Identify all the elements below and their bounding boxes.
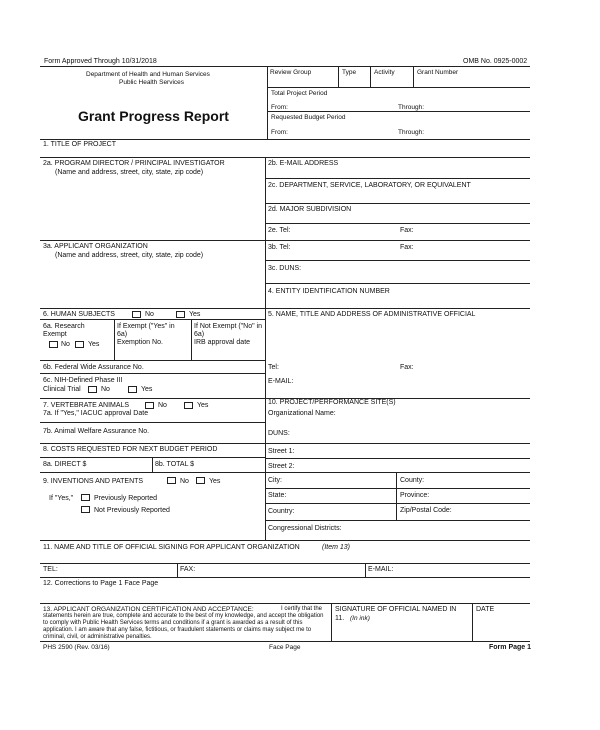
divider <box>177 563 178 577</box>
divider <box>40 308 530 309</box>
divider <box>472 603 473 641</box>
divider <box>40 240 530 241</box>
from-label: From: <box>271 129 288 136</box>
if-not-exempt-label: 6a) <box>194 331 205 338</box>
costs-requested-label: 8. COSTS REQUESTED FOR NEXT BUDGET PERIOD <box>43 446 218 453</box>
date-label: DATE <box>476 606 495 613</box>
divider <box>40 373 265 374</box>
divider <box>265 223 530 224</box>
yes-label: Yes <box>197 402 209 409</box>
animal-welfare-label: 7b. Animal Welfare Assurance No. <box>43 428 150 435</box>
inventions-yes-checkbox[interactable] <box>196 477 205 484</box>
human-subjects-label: 6. HUMAN SUBJECTS <box>43 311 115 318</box>
vertebrate-yes-checkbox[interactable] <box>184 402 193 409</box>
department: Department of Health and Human Services <box>86 71 210 78</box>
divider <box>265 520 530 521</box>
in-ink-note: (In ink) <box>350 615 370 622</box>
performance-site-label: 10. PROJECT/PERFORMANCE SITE(S) <box>268 399 396 406</box>
divider <box>40 603 530 604</box>
total-project-period-label: Total Project Period <box>271 90 328 97</box>
divider <box>265 458 530 459</box>
iacuc-approval-label: 7a. If "Yes," IACUC approval Date <box>43 410 149 417</box>
no-label: No <box>145 311 154 318</box>
department-label: 2c. DEPARTMENT, SERVICE, LABORATORY, OR EQUIVALENT <box>268 182 471 189</box>
divider <box>40 443 530 444</box>
signature-item-ref: 11. <box>335 615 345 622</box>
omb-number: OMB No. 0925-0002 <box>463 58 528 65</box>
not-previously-reported-label: Not Previously Reported <box>94 507 170 514</box>
duns-label: DUNS: <box>268 430 290 437</box>
tel-label: Tel: <box>268 364 279 371</box>
duns-label: 3c. DUNS: <box>268 265 302 272</box>
fax-label: Fax: <box>400 244 414 251</box>
street2-label: Street 2: <box>268 463 295 470</box>
tel-label: 3b. Tel: <box>268 244 291 251</box>
no-label: No <box>61 341 70 348</box>
divider <box>152 457 153 472</box>
divider <box>265 503 530 504</box>
fax-label: FAX: <box>180 566 196 573</box>
divider <box>40 139 530 140</box>
clinical-trial-label: Clinical Trial <box>43 386 81 393</box>
city-label: City: <box>268 477 282 484</box>
if-exempt-label: If Exempt ("Yes" in <box>117 323 175 330</box>
form-page-number: Form Page 1 <box>489 644 532 651</box>
form-approved: Form Approved Through 10/31/2018 <box>44 58 157 65</box>
activity-label: Activity <box>374 69 395 76</box>
email-address-label: 2b. E-MAIL ADDRESS <box>268 160 339 167</box>
province-label: Province: <box>400 492 430 499</box>
inventions-no-checkbox[interactable] <box>167 477 176 484</box>
applicant-org-label: 3a. APPLICANT ORGANIZATION <box>43 243 148 250</box>
admin-official-label: 5. NAME, TITLE AND ADDRESS OF ADMINISTRATIVE OFFICIAL <box>268 311 476 318</box>
yes-label: Yes <box>141 386 153 393</box>
county-label: County: <box>400 477 425 484</box>
divider <box>40 641 530 642</box>
divider <box>267 66 268 139</box>
divider <box>40 540 530 541</box>
divider <box>265 203 530 204</box>
form-number: PHS 2590 (Rev. 03/16) <box>43 644 110 651</box>
research-exempt-yes-checkbox[interactable] <box>75 341 84 348</box>
exemption-no-label: Exemption No. <box>117 339 163 346</box>
divider <box>40 563 530 564</box>
zip-label: Zip/Postal Code: <box>400 507 452 514</box>
divider <box>267 87 530 88</box>
country-label: Country: <box>268 508 295 515</box>
street1-label: Street 1: <box>268 448 295 455</box>
entity-id-label: 4. ENTITY IDENTIFICATION NUMBER <box>268 288 390 295</box>
divider <box>40 472 530 473</box>
divider <box>396 472 397 520</box>
irb-approval-label: IRB approval date <box>194 339 251 346</box>
email-label: E-MAIL: <box>368 566 394 573</box>
vertebrate-animals-label: 7. VERTEBRATE ANIMALS <box>43 402 130 409</box>
divider <box>365 563 366 577</box>
state-label: State: <box>268 492 287 499</box>
congressional-districts-label: Congressional Districts: <box>268 525 342 532</box>
human-subjects-no-checkbox[interactable] <box>132 311 141 318</box>
divider <box>265 398 266 540</box>
clinical-trial-label: 6c. NIH-Defined Phase III <box>43 377 123 384</box>
tel-label: 2e. Tel: <box>268 227 291 234</box>
research-exempt-label: 6a. Research <box>43 323 85 330</box>
type-label: Type <box>342 69 357 76</box>
research-exempt-no-checkbox[interactable] <box>49 341 58 348</box>
divider <box>265 488 530 489</box>
clinical-trial-yes-checkbox[interactable] <box>128 386 137 393</box>
divider <box>191 319 192 360</box>
direct-cost-label: 8a. DIRECT $ <box>43 461 87 468</box>
applicant-org-sub: (Name and address, street, city, state, zip code) <box>55 252 204 259</box>
divider <box>40 577 530 578</box>
from-label: From: <box>271 104 288 111</box>
item-13-ref: (Item 13) <box>322 544 351 551</box>
divider <box>265 178 530 179</box>
divider <box>265 260 530 261</box>
if-exempt-label: 6a) <box>117 331 128 338</box>
major-subdivision-label: 2d. MAJOR SUBDIVISION <box>268 206 352 213</box>
certification-text: I certify that the statements herein are true, complete and accurate to the best of my knowledge, and accept the obligation to comply with Public Health Services terms and conditions if a grant is awarded as a result of this application. I am aware that any false, fictitious, or fraudulent statements or claims may subject me to criminal, civil, or administrative penalties. <box>43 606 324 640</box>
divider <box>40 157 530 158</box>
divider <box>40 66 530 67</box>
fax-label: Fax: <box>400 227 414 234</box>
yes-label: Yes <box>189 311 201 318</box>
divider <box>413 66 414 87</box>
requested-budget-period-label: Requested Budget Period <box>271 114 346 121</box>
if-yes-label: If "Yes," <box>49 495 74 502</box>
service: Public Health Services <box>119 79 185 86</box>
face-page-label: Face Page <box>269 644 301 651</box>
vertebrate-no-checkbox[interactable] <box>145 402 154 409</box>
divider <box>267 111 530 112</box>
no-label: No <box>180 478 189 485</box>
if-not-exempt-label: If Not Exempt ("No" in <box>194 323 262 330</box>
organizational-name-label: Organizational Name: <box>268 410 336 417</box>
fax-label: Fax: <box>400 364 414 371</box>
signature-label: SIGNATURE OF OFFICIAL NAMED IN <box>335 606 457 613</box>
divider <box>40 319 265 320</box>
divider <box>265 157 266 308</box>
inventions-label: 9. INVENTIONS AND PATENTS <box>43 478 144 485</box>
divider <box>370 66 371 87</box>
divider <box>114 319 115 360</box>
through-label: Through: <box>398 129 425 136</box>
divider <box>40 422 265 423</box>
research-exempt-label: Exempt <box>43 331 67 338</box>
federal-wide-assurance-label: 6b. Federal Wide Assurance No. <box>43 364 144 371</box>
signing-official-label: 11. NAME AND TITLE OF OFFICIAL SIGNING FOR APPLICANT ORGANIZATION <box>43 544 300 551</box>
program-director-sub: (Name and address, street, city, state, zip code) <box>55 169 204 176</box>
divider <box>265 308 266 398</box>
email-label: E-MAIL: <box>268 378 294 385</box>
total-cost-label: 8b. TOTAL $ <box>155 461 195 468</box>
previously-reported-checkbox[interactable] <box>81 494 90 501</box>
tel-label: TEL: <box>43 566 58 573</box>
program-director-label: 2a. PROGRAM DIRECTOR / PRINCIPAL INVESTIGATOR <box>43 160 225 167</box>
certification-label: 13. APPLICANT ORGANIZATION CERTIFICATION AND ACCEPTANCE: <box>43 606 254 613</box>
divider <box>40 360 265 361</box>
clinical-trial-no-checkbox[interactable] <box>88 386 97 393</box>
yes-label: Yes <box>209 478 221 485</box>
divider <box>265 283 530 284</box>
no-label: No <box>158 402 167 409</box>
through-label: Through: <box>398 104 425 111</box>
title-of-project-label: 1. TITLE OF PROJECT <box>43 141 116 148</box>
divider <box>338 66 339 87</box>
grant-number-label: Grant Number <box>417 69 459 76</box>
page-title: Grant Progress Report <box>78 108 229 124</box>
divider <box>331 603 332 641</box>
no-label: No <box>101 386 110 393</box>
human-subjects-yes-checkbox[interactable] <box>176 311 185 318</box>
yes-label: Yes <box>88 341 100 348</box>
not-previously-reported-checkbox[interactable] <box>81 506 90 513</box>
corrections-label: 12. Corrections to Page 1 Face Page <box>43 580 159 587</box>
review-group-label: Review Group <box>270 69 312 76</box>
previously-reported-label: Previously Reported <box>94 495 158 502</box>
